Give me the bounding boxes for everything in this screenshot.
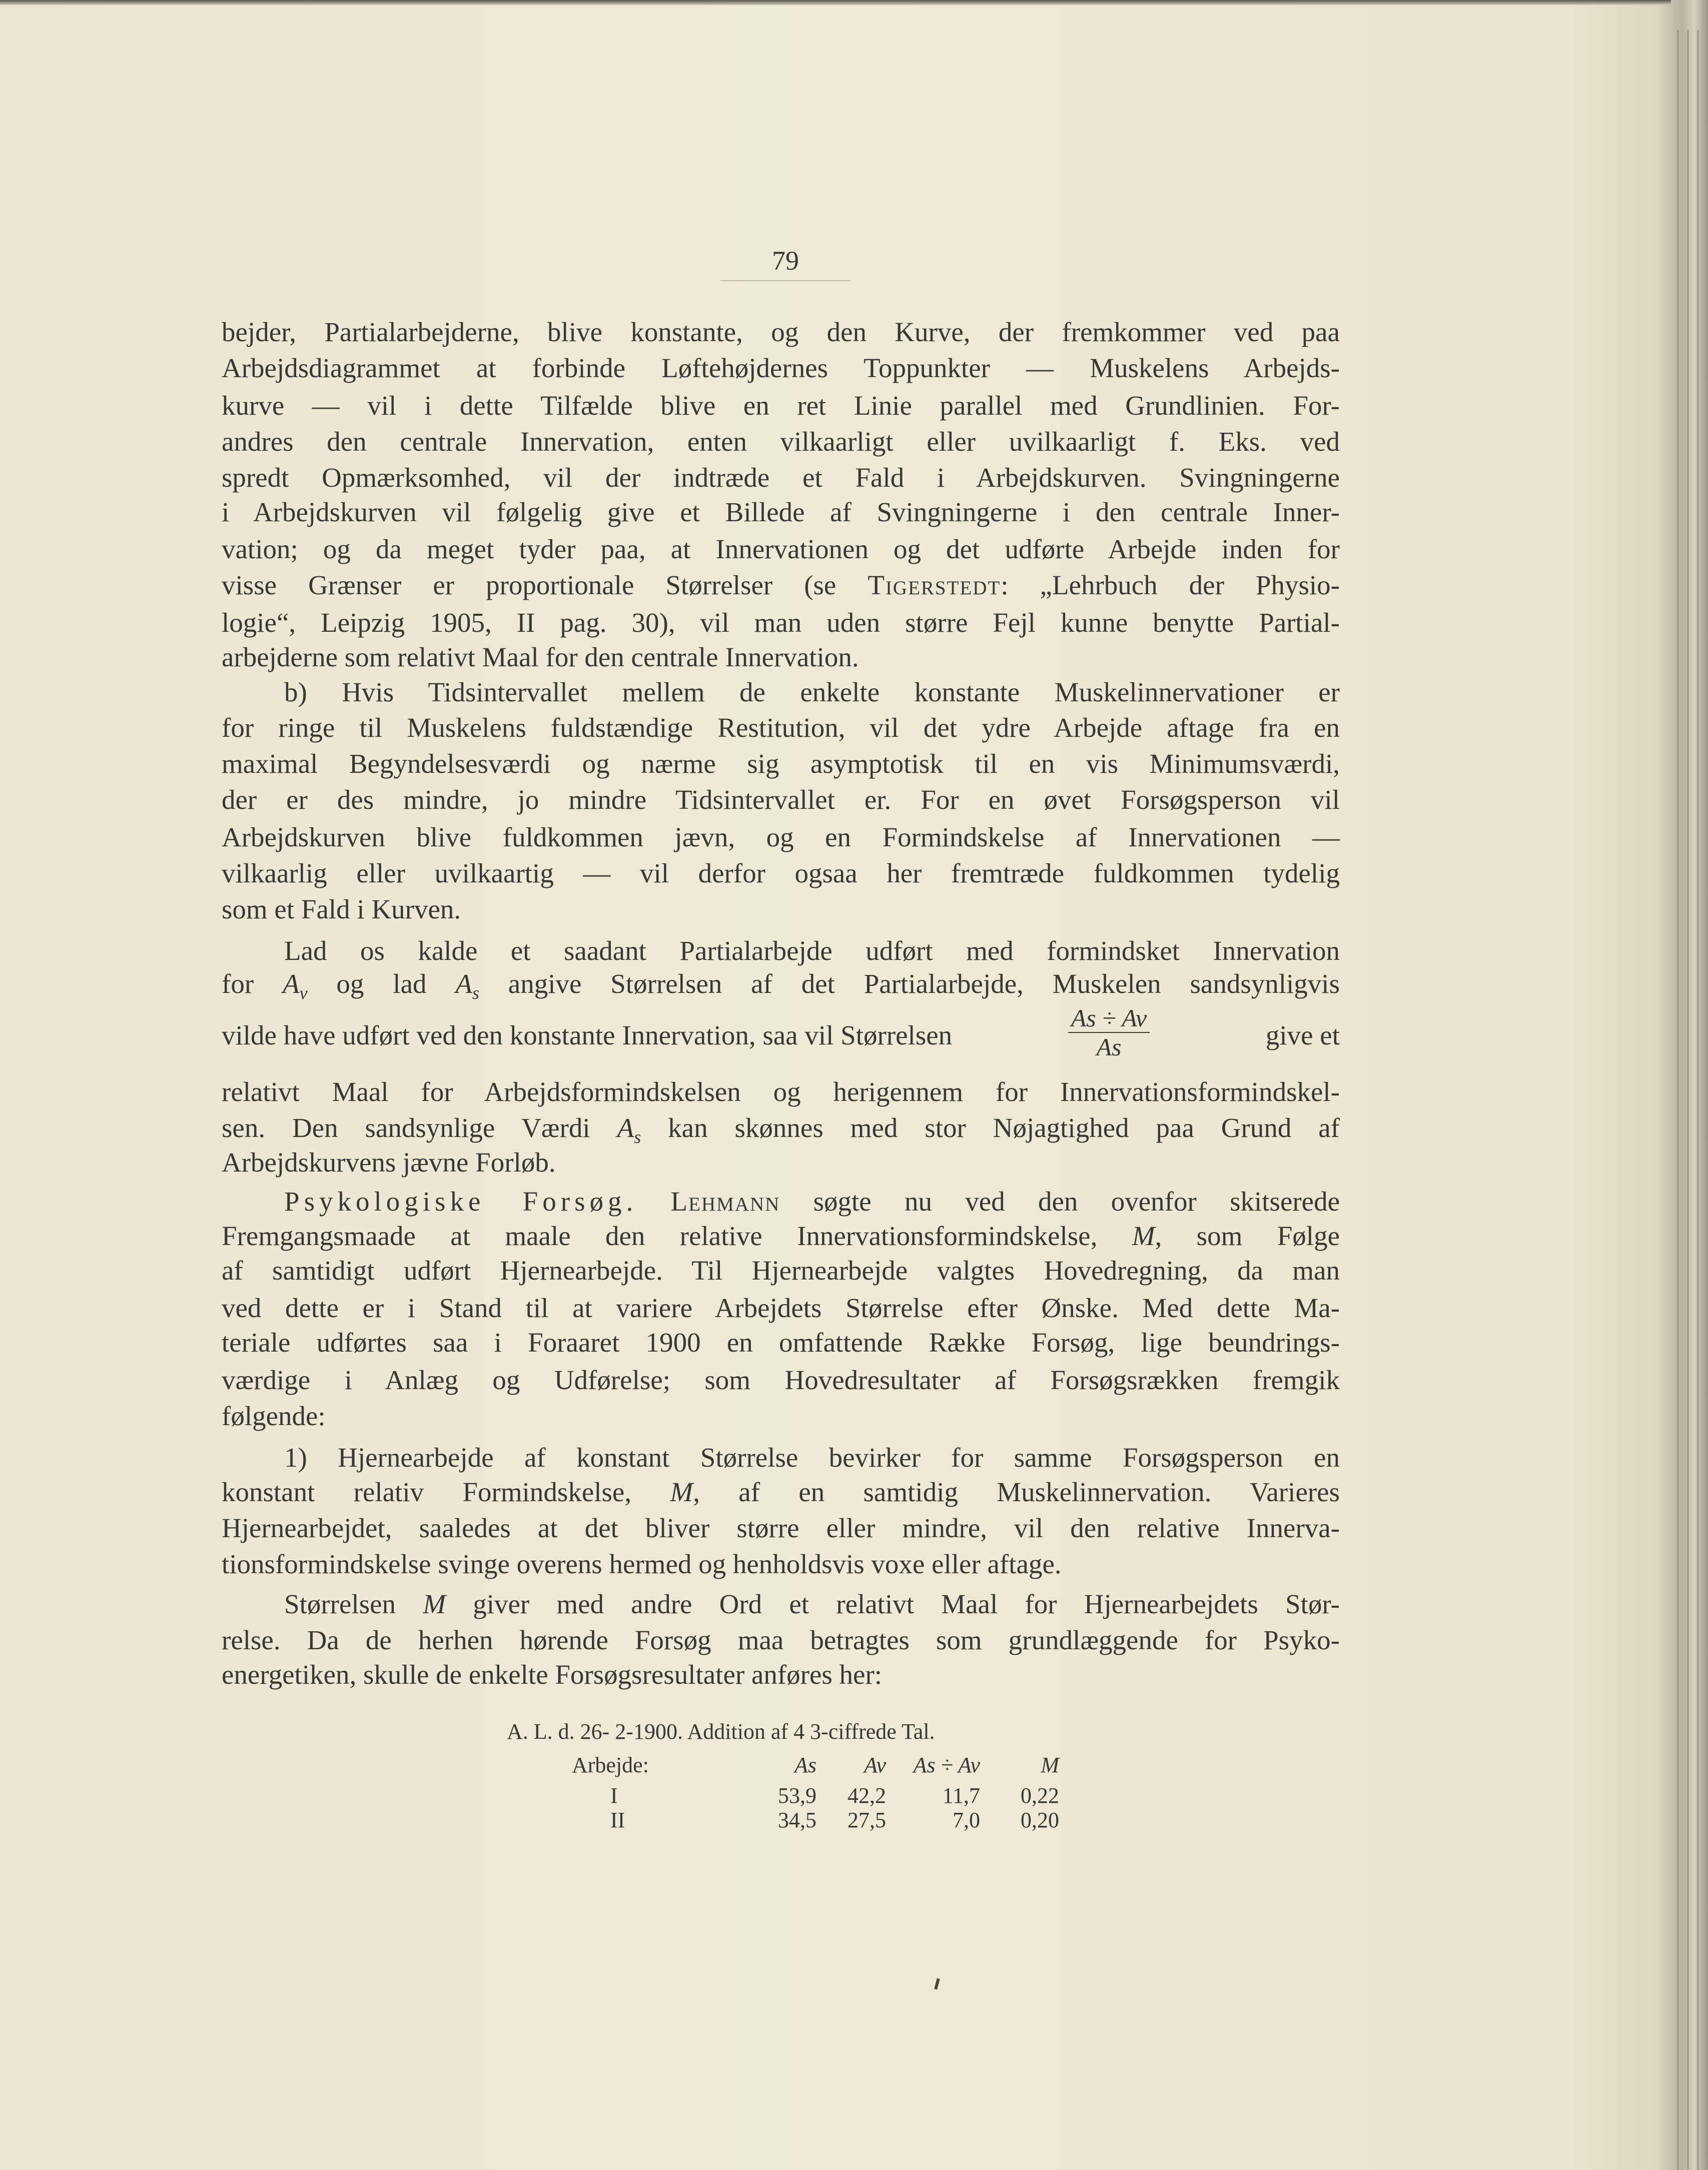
- text: angive Størrelsen af det Partialarbejde, Muskelen sandsynligvis: [479, 968, 1340, 999]
- text: andres den centrale Innervation, enten vilkaarligt eller uvilkaarligt f. Eks. ved: [222, 426, 1340, 457]
- text-line-content: [222, 1398, 1340, 1434]
- text-line: [222, 855, 1340, 891]
- text: 1) Hjernearbejde af konstant Størrelse bevirker for samme Forsøgsperson en: [284, 1442, 1340, 1473]
- text: sen. Den sandsynlige Værdi: [222, 1113, 617, 1143]
- fraction: [1068, 1004, 1150, 1061]
- text-line-content: [222, 460, 1340, 496]
- text: b) Hvis Tidsintervallet mellem de enkelte konstante Muskelinnervationer er: [284, 677, 1340, 707]
- table-column-header: As ÷ Av: [913, 1753, 980, 1777]
- text-run: [1001, 570, 1340, 600]
- text-line: [222, 1325, 1340, 1361]
- subscript: v: [299, 983, 308, 1003]
- text-line-content: [222, 1145, 1340, 1181]
- table-cell: 34,5: [778, 1808, 816, 1832]
- page-number: 79: [772, 246, 799, 276]
- text: kan skønnes med stor Nøjagtighed paa Grund af: [641, 1113, 1340, 1143]
- text: som et Fald i Kurven.: [222, 894, 461, 924]
- text-run: [641, 1113, 1340, 1143]
- text-line: [222, 388, 1340, 424]
- text: Fremgangsmaade at maale den relative Innervationsformindskelse,: [222, 1221, 1132, 1251]
- text-line: [222, 314, 1340, 350]
- text-line: [222, 1546, 1340, 1582]
- text-run: [308, 968, 456, 999]
- text-line: [284, 1586, 1340, 1622]
- text-line-content: [222, 1253, 1340, 1289]
- text-line: [222, 1474, 1340, 1510]
- page-edge: [1677, 30, 1679, 2170]
- text-run: [222, 1625, 1340, 1655]
- text-line: [222, 424, 1340, 460]
- text: [637, 1186, 670, 1217]
- text: relativt Maal for Arbejdsformindskelsen og herigennem for Innervationsformindskel-: [222, 1076, 1340, 1107]
- text-run: [222, 462, 1340, 493]
- text-run: [693, 1477, 1340, 1507]
- text-run: [780, 1186, 1340, 1217]
- text-line: [222, 531, 1340, 567]
- text-run: [222, 317, 1340, 347]
- page-edge: [1697, 30, 1699, 2170]
- text: M: [1132, 1221, 1155, 1251]
- text: vilkaarlig eller uvilkaartig — vil derfor ogsaa her fremtræde fuldkommen tydelig: [222, 858, 1340, 888]
- text-line: [222, 1657, 1340, 1693]
- text: i Arbejdskurven vil følgelig give et Billede af Svingningerne i den centrale Inner-: [222, 497, 1340, 527]
- text: visse Grænser er proportionale Størrelser (se: [222, 570, 868, 600]
- text-line: [222, 1510, 1340, 1546]
- text: M: [423, 1589, 446, 1619]
- text: : „Lehrbuch der Physio-: [1001, 570, 1340, 600]
- table-column-header: Av: [864, 1753, 886, 1777]
- text-run: [222, 642, 859, 672]
- text-run: [222, 570, 868, 600]
- text-run: [284, 935, 1340, 966]
- text: følgende:: [222, 1401, 326, 1431]
- text-run: [479, 968, 1340, 999]
- text-line: [222, 1253, 1340, 1289]
- text-line: [222, 1362, 1340, 1398]
- page-number-rule: [720, 280, 850, 281]
- text-run: [222, 1255, 1340, 1286]
- section-heading: [284, 1186, 637, 1217]
- text-line-content: [222, 819, 1340, 855]
- text-line-content: [222, 350, 1340, 386]
- text-run: give et: [1265, 1020, 1340, 1050]
- text-run: [222, 858, 1340, 888]
- text: Hjernearbejdet, saaledes at det bliver større eller mindre, vil den relative Innerva-: [222, 1513, 1340, 1543]
- text-line: [222, 1110, 1340, 1146]
- text-run: [222, 1076, 1340, 1107]
- text: vation; og da meget tyder paa, at Innervationen og det udførte Arbejde inden for: [222, 534, 1340, 564]
- text-line: [222, 1622, 1340, 1658]
- text: A: [455, 968, 472, 999]
- text-line-content: [222, 1657, 1340, 1693]
- text-line-content: [222, 1074, 1340, 1110]
- text: maximal Begyndelsesværdi og nærme sig asymptotisk til en vis Minimumsværdi,: [222, 748, 1340, 779]
- text: kurve — vil i dette Tilfælde blive en ret Linie parallel med Grundlinien. For-: [222, 390, 1340, 421]
- text-line-content: [222, 531, 1340, 567]
- text-line-content: [222, 1474, 1340, 1510]
- text-line: [222, 710, 1340, 746]
- text: , af en samtidig Muskelinnervation. Varieres: [693, 1477, 1340, 1507]
- text-line: [222, 1290, 1340, 1326]
- text-line: [222, 782, 1340, 818]
- text: bejder, Partialarbejderne, blive konstante, og den Kurve, der fremkommer ved paa: [222, 317, 1340, 347]
- text: spredt Opmærksomhed, vil der indtræde et Fald i Arbejdskurven. Svingningerne: [222, 462, 1340, 493]
- text-run: [222, 1513, 1340, 1543]
- text-line-content: [222, 567, 1340, 603]
- text-line-content: [222, 605, 1340, 641]
- text: energetiken, skulle de enkelte Forsøgsresultater anføres her:: [222, 1659, 883, 1690]
- text-run: [446, 1589, 1340, 1619]
- subscript: s: [634, 1127, 641, 1147]
- math-symbol: [282, 968, 308, 1003]
- text: Størrelsen: [284, 1589, 423, 1619]
- table-column-header: M: [1041, 1753, 1059, 1777]
- text-line-content: [222, 966, 1340, 1002]
- text-line-content: [222, 639, 1340, 675]
- text-line-content: [222, 424, 1340, 460]
- table-cell: 7,0: [953, 1808, 980, 1832]
- text-run: [222, 1401, 326, 1431]
- text-run: [1155, 1221, 1340, 1251]
- text-run: [222, 353, 1340, 383]
- text-run: [222, 1147, 556, 1178]
- text: søgte nu ved den ovenfor skitserede: [780, 1186, 1340, 1217]
- text: M: [670, 1477, 693, 1507]
- table-column-header: As: [794, 1753, 816, 1777]
- text: værdige i Anlæg og Udførelse; som Hovedresultater af Forsøgsrækken fremgik: [222, 1365, 1340, 1395]
- text-line-content: [284, 933, 1340, 969]
- text-line: [222, 1004, 1340, 1063]
- text-line-content: [222, 710, 1340, 746]
- text-line: [222, 639, 1340, 675]
- text-run: [284, 677, 1340, 707]
- text-line-content: [222, 1546, 1340, 1582]
- text: for ringe til Muskelens fuldstændige Restitution, vil det ydre Arbejde aftage fra en: [222, 712, 1340, 743]
- table-cell: 0,22: [1021, 1783, 1059, 1808]
- text: vilde have udført ved den konstante Innervation, saa vil Størrelsen: [222, 1020, 953, 1050]
- text-run: [284, 1589, 423, 1619]
- text-line: [222, 350, 1340, 386]
- text: ved dette er i Stand til at variere Arbejdets Størrelse efter Ønske. Med dette Ma-: [222, 1293, 1340, 1323]
- text-run: [222, 497, 1340, 527]
- text-line: [222, 1398, 1340, 1434]
- text-run: [222, 426, 1340, 457]
- subscript: s: [472, 983, 479, 1003]
- text-line-content: [222, 388, 1340, 424]
- text: Tigerstedt: [868, 570, 1001, 600]
- text-line-content: [222, 1510, 1340, 1546]
- text: logie“, Leipzig 1905, II pag. 30), vil man uden større Fejl kunne benytte Partial-: [222, 607, 1340, 638]
- text: , som Følge: [1155, 1221, 1340, 1251]
- text: Lad os kalde et saadant Partialarbejde udført med formindsket Innervation: [284, 935, 1340, 966]
- text-line-content: [222, 1325, 1340, 1361]
- text-line-content: [222, 746, 1340, 782]
- text: Arbejdskurvens jævne Forløb.: [222, 1147, 556, 1178]
- text-line: [284, 1440, 1340, 1476]
- text-run: [222, 748, 1340, 779]
- text-run: [222, 390, 1340, 421]
- text-line-content: [222, 1290, 1340, 1326]
- text-line-content: [222, 314, 1340, 350]
- text: relse. Da de herhen hørende Forsøg maa betragtes som grundlæggende for Psyko-: [222, 1625, 1340, 1655]
- text-run: [284, 1442, 1340, 1473]
- text-line-content: [222, 494, 1340, 530]
- text-run: [637, 1186, 670, 1217]
- text: A: [282, 968, 300, 999]
- text: konstant relativ Formindskelse,: [222, 1477, 670, 1507]
- text: Lehmann: [670, 1186, 780, 1217]
- fraction-denominator: As: [1096, 1033, 1122, 1061]
- text: af samtidigt udført Hjernearbejde. Til Hjernearbejde valgtes Hovedregning, da man: [222, 1255, 1340, 1286]
- text-run: [222, 894, 461, 924]
- text: Psykologiske Forsøg.: [284, 1186, 638, 1217]
- text: giver med andre Ord et relativt Maal for Hjernearbejdets Stør-: [446, 1589, 1340, 1619]
- text-line: [222, 1074, 1340, 1110]
- text-line: [222, 966, 1340, 1002]
- text-line: [222, 605, 1340, 641]
- text: arbejderne som relativt Maal for den centrale Innervation.: [222, 642, 859, 672]
- text-run: [222, 712, 1340, 743]
- text-line: [222, 819, 1340, 855]
- text-line-content: [222, 1622, 1340, 1658]
- table-cell: 11,7: [942, 1783, 980, 1808]
- text-line-content: [222, 782, 1340, 818]
- text-line: [222, 460, 1340, 496]
- text-line: [222, 891, 1340, 927]
- text: tionsformindskelse svinge overens hermed og henholdsvis voxe eller aftage.: [222, 1549, 1062, 1579]
- text-line-content: [284, 1184, 1340, 1220]
- text-run: [222, 1327, 1340, 1358]
- text-run: [222, 1477, 670, 1507]
- text-line-content: [222, 1110, 1340, 1146]
- text-run: [222, 784, 1340, 815]
- text-line: [222, 494, 1340, 530]
- text: A: [617, 1113, 634, 1143]
- text: Arbejdsdiagrammet at forbinde Løftehøjdernes Toppunkter — Muskelens Arbejds-: [222, 353, 1340, 383]
- text-run: [222, 1113, 617, 1143]
- text-line: [284, 674, 1340, 710]
- table-row-header: Arbejde:: [572, 1753, 649, 1777]
- table-cell: 27,5: [847, 1808, 886, 1832]
- math-symbol: [670, 1477, 693, 1507]
- text-run: [222, 1549, 1062, 1579]
- text-run: [222, 1221, 1132, 1251]
- text-run: [222, 1293, 1340, 1323]
- math-symbol: [617, 1113, 641, 1147]
- page-top-edge: [0, 0, 1671, 5]
- page-edge: [1687, 30, 1689, 2170]
- table-row-label: I: [610, 1783, 618, 1808]
- text-line-content: [222, 1017, 952, 1053]
- text-line-content: [284, 1440, 1340, 1476]
- text-line: [284, 933, 1340, 969]
- text: der er des mindre, jo mindre Tidsintervallet er. For en øvet Forsøgsperson vil: [222, 784, 1340, 815]
- text: Arbejdskurven blive fuldkommen jævn, og en Formindskelse af Innervationen —: [222, 822, 1340, 852]
- table-cell: 0,20: [1021, 1808, 1059, 1832]
- ink-mark: [934, 1978, 940, 1990]
- math-symbol: [455, 968, 479, 1003]
- text-run: [222, 1020, 952, 1050]
- fraction-numerator: As ÷ Av: [1068, 1004, 1150, 1033]
- text-run: [222, 1659, 882, 1690]
- text-line-content: [284, 1586, 1340, 1622]
- text-line: [284, 1184, 1340, 1220]
- text-run: [222, 534, 1340, 564]
- table-cell: 42,2: [847, 1783, 886, 1808]
- text-line-content: [222, 1362, 1340, 1398]
- text-line-content: [284, 674, 1340, 710]
- text-line: [222, 567, 1340, 603]
- table-cell: 53,9: [778, 1783, 816, 1808]
- text: teriale udførtes saa i Foraaret 1900 en omfattende Række Forsøg, lige beundrings-: [222, 1327, 1340, 1358]
- text: for: [222, 968, 283, 999]
- text-run: [222, 607, 1340, 638]
- text-line: [222, 1218, 1340, 1254]
- text-line-content: [222, 1218, 1340, 1254]
- text-line-content: [222, 855, 1340, 891]
- author-name: [671, 1186, 780, 1217]
- text: og lad: [307, 968, 456, 999]
- math-symbol: [1132, 1221, 1155, 1251]
- math-symbol: [423, 1589, 446, 1619]
- text-line-content: [222, 891, 1340, 927]
- table-row-label: II: [610, 1808, 625, 1832]
- author-name: [868, 570, 1001, 600]
- text-line: [222, 1145, 1340, 1181]
- table-title: A. L. d. 26- 2-1900. Addition af 4 3-ciffrede Tal.: [507, 1719, 935, 1744]
- text-run: [222, 1365, 1340, 1395]
- text-line: [222, 746, 1340, 782]
- text-run: [222, 968, 283, 999]
- text-run: [222, 822, 1340, 852]
